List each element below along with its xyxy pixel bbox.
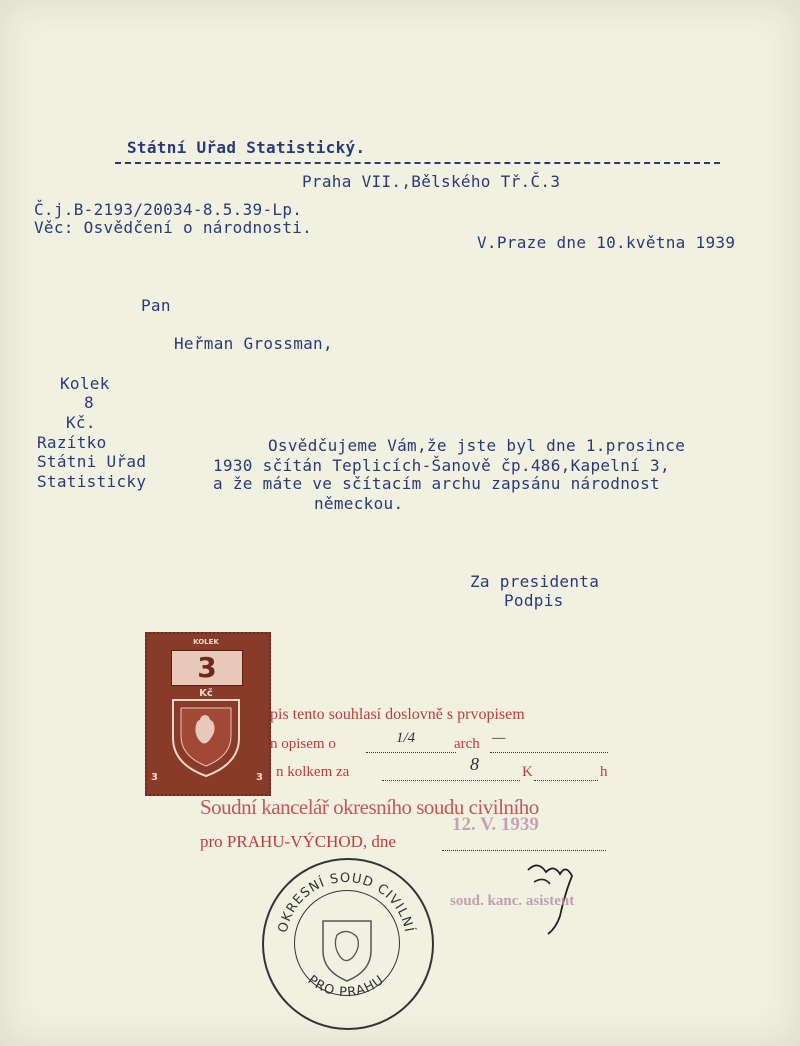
revenue-stamp-top: KOLEK <box>193 638 219 646</box>
margin-note-line: Razítko <box>37 433 107 452</box>
dotted-fill <box>382 780 520 781</box>
reference-number: Č.j.B-2193/20034-8.5.39-Lp. <box>34 200 303 219</box>
margin-note-line: Kolek <box>60 374 110 393</box>
arch-count: — <box>492 730 506 746</box>
body-line: Osvědčujeme Vám,že jste byl dne 1.prosince <box>268 436 686 455</box>
subject-line: Věc: Osvědčení o národnosti. <box>34 218 313 237</box>
body-line: 1930 sčítán Teplicích-Šanově čp.486,Kapelní 3, <box>213 456 670 475</box>
dotted-fill <box>366 752 456 753</box>
fee-amount: 8 <box>470 754 479 774</box>
revenue-stamp-unit: Kč <box>199 688 213 699</box>
lion-emblem-icon <box>147 634 265 790</box>
lion-emblem-icon <box>295 891 399 995</box>
assistant-stamp: soud. kanc. asistent <box>450 893 575 909</box>
revenue-stamp-corner: 3 <box>151 772 158 783</box>
margin-note-line: 8 <box>84 393 94 412</box>
dotted-fill <box>490 752 608 753</box>
revenue-stamp-corner: 3 <box>256 772 263 783</box>
seal-bottom-text: PRO PRAHU <box>304 972 388 1001</box>
header-rule <box>115 162 720 164</box>
revenue-stamp <box>145 632 271 796</box>
court-stamp-arch: arch <box>454 736 480 752</box>
body-line: a že máte ve sčítacím archu zapsánu národnost <box>213 474 660 493</box>
signature-line: Podpis <box>504 591 564 610</box>
salutation: Pan <box>141 296 171 315</box>
revenue-stamp-value: 3 <box>197 651 217 684</box>
margin-note-line: Statisticky <box>37 472 147 491</box>
court-stamp-line4: Soudní kancelář okresního soudu civilního <box>200 795 539 819</box>
addressee: Heřman Grossman, <box>174 334 333 353</box>
body-line: německou. <box>314 494 404 513</box>
dotted-fill <box>442 850 606 851</box>
office-name: Státní Uřad Statistický. <box>127 138 366 157</box>
date-line: V.Praze dne 10.května 1939 <box>477 233 736 252</box>
office-address: Praha VII.,Bělského Tř.Č.3 <box>302 172 561 191</box>
court-seal <box>262 858 434 1030</box>
court-stamp-h: h <box>600 764 608 780</box>
court-stamp-line3: n kolkem za <box>276 764 350 780</box>
stamped-date: 12. V. 1939 <box>452 814 539 835</box>
margin-note-line: Státni Uřad <box>37 452 147 471</box>
signature-line: Za presidenta <box>470 572 600 591</box>
margin-note-line: Kč. <box>66 413 96 432</box>
dotted-fill <box>534 780 598 781</box>
court-stamp-line1: pis tento souhlasí doslovně s prvopisem <box>270 706 525 723</box>
court-stamp-line5: pro PRAHU-VÝCHOD, dne <box>200 832 396 851</box>
copy-count: 1/4 <box>396 730 416 746</box>
seal-inner-ring <box>294 890 400 996</box>
court-stamp-line2: n opisem o <box>270 736 336 752</box>
seal-ring-text: OKRESNÍ SOUD CIVILNÍ <box>275 870 417 935</box>
court-stamp-k: K <box>522 764 533 780</box>
